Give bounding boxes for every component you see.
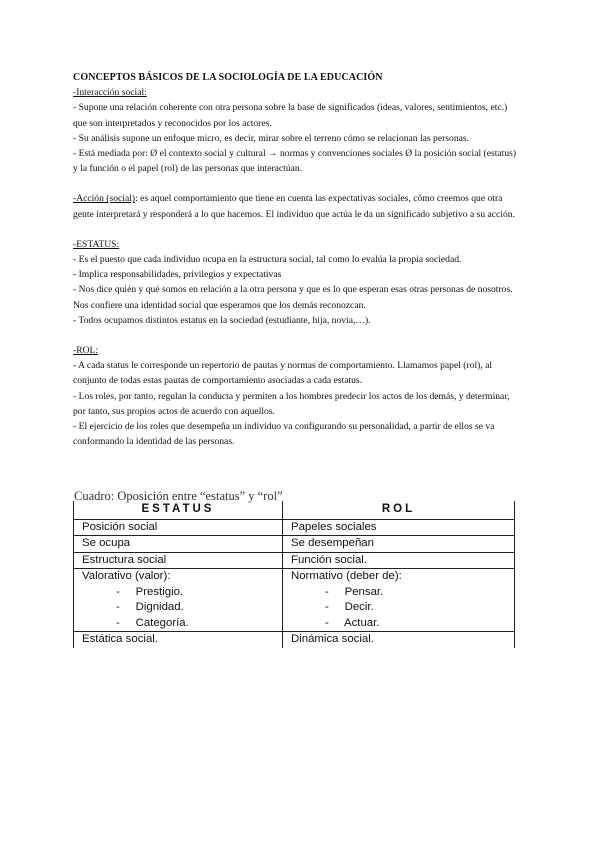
table-cell: Función social. <box>283 552 515 569</box>
normativo-item: - Pensar. <box>325 585 384 598</box>
rol-line: - El ejercicio de los roles que desempeña un individuo va configurando su personalidad, a partir de ellos se va conformando la identidad de las personas. <box>73 421 495 448</box>
estatus-line: - Todos ocupamos distintos estatus en la sociedad (estudiante, hija, novia,…). <box>73 314 371 326</box>
normativo-item: - Actuar. <box>325 616 380 629</box>
accion-paragraph <box>73 191 523 221</box>
interaccion-line: - Su análisis supone un enfoque micro, es decir, mirar sobre el terreno cómo se relacionan las personas. <box>73 132 470 144</box>
table-cell: Estática social. <box>74 632 283 648</box>
table-cell: Se desempeñan <box>283 536 515 553</box>
interaccion-line: - Está mediada por: Ø el contexto social y cultural → normas y convenciones sociales Ø la posición social (estatus) y la función o el papel (rol) de las personas que interactúan. <box>73 148 517 175</box>
table-row <box>74 536 515 553</box>
estatus-line: - Es el puesto que cada individuo ocupa en la estructura social, tal como lo evalúa la propia sociedad. <box>73 254 462 266</box>
interaccion-heading: -Interacción social: <box>73 87 147 99</box>
valorativo-item: - Categoría. <box>116 616 189 629</box>
accion-text: : es aquel comportamiento que tiene en cuenta las expectativas sociales, cómo creemos que otra gente interpretará y responderá a lo que hacemos. El individuo que actúa le da un significado subjetivo a su acción. <box>73 193 515 220</box>
normativo-item: - Decir. <box>325 601 374 613</box>
table-row <box>74 632 515 648</box>
header-estatus: ESTATUS <box>74 501 283 519</box>
table-row <box>74 552 515 569</box>
document-title: CONCEPTOS BÁSICOS DE LA SOCIOLOGÍA DE LA EDUCACIÓN <box>73 72 383 83</box>
table-cell-normativo <box>283 569 515 632</box>
interaccion-line: - Supone una relación coherente con otra persona sobre la base de significados (ideas, valores, sentimientos, etc.) que son interpretados y reconocidos por los actores. <box>73 102 508 129</box>
table-cell-valorativo <box>74 569 283 632</box>
valorativo-title: Valorativo (valor): <box>82 570 171 582</box>
estatus-heading: -ESTATUS: <box>73 238 120 250</box>
table-cell: Se ocupa <box>74 536 283 553</box>
document-body <box>73 70 523 449</box>
table-row <box>74 519 515 536</box>
table-cell: Estructura social <box>74 552 283 569</box>
valorativo-item: - Prestigio. <box>116 585 184 598</box>
valorativo-item: - Dignidad. <box>116 601 184 613</box>
header-rol: ROL <box>283 501 515 519</box>
estatus-line: - Implica responsabilidades, privilegios y expectativas <box>73 269 282 281</box>
rol-heading: -ROL: <box>73 345 99 357</box>
rol-line: - Los roles, por tanto, regulan la conducta y permiten a los hombres predecir los actos de los demás, y determinar, por tanto, sus propios actos de acuerdo con aquellos. <box>73 390 510 417</box>
table-cell: Posición social <box>74 519 283 536</box>
accion-heading: -Acción (social) <box>73 193 136 205</box>
rol-line: - A cada status le corresponde un repertorio de pautas y normas de comportamiento. Llamamos papel (rol), al conjunto de todas estas pautas de comportamiento asociadas a cada estatus. <box>73 360 493 387</box>
table-header-row <box>74 501 515 519</box>
table-cell: Dinámica social. <box>283 632 515 648</box>
normativo-title: Normativo (deber de): <box>291 570 402 582</box>
estatus-rol-table <box>73 501 515 648</box>
table-row <box>74 569 515 632</box>
estatus-line: - Nos dice quién y qué somos en relación a la otra persona y que es lo que esperan esas otras personas de nosotros. Nos confiere una identidad social que esperamos que los demás reconozcan. <box>73 284 513 311</box>
table-caption: Cuadro: Oposición entre “estatus” y “rol” <box>74 489 283 503</box>
table-cell: Papeles sociales <box>283 519 515 536</box>
